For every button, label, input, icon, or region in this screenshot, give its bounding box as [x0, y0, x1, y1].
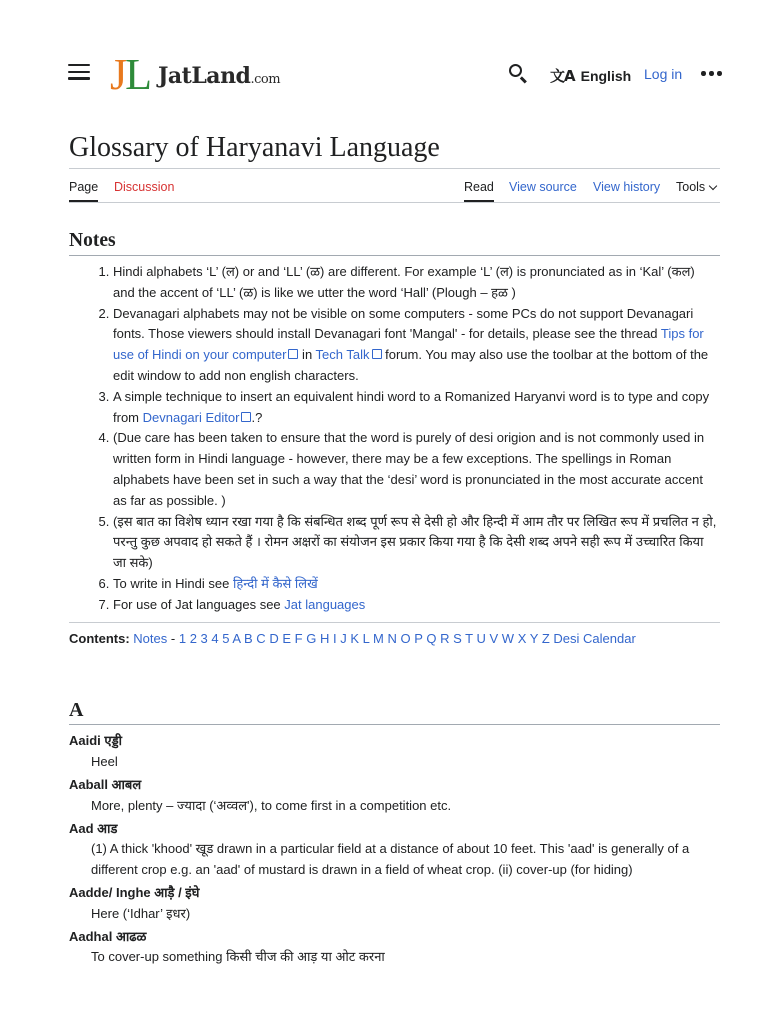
contents-link[interactable]: E [282, 630, 291, 646]
list-item: 7. For use of Jat languages see Jat languages [113, 595, 720, 616]
tips-hindi-link[interactable]: Tips for use of Hindi on your computer [113, 326, 704, 363]
language-selector[interactable] [550, 65, 631, 86]
language-label: English [580, 67, 632, 84]
hindi-writing-link[interactable]: हिन्दी में कैसे लिखें [232, 575, 318, 591]
notes-heading: Notes [69, 228, 720, 256]
contents-link[interactable]: V [489, 630, 499, 646]
list-item: 6. To write in Hindi see हिन्दी में कैसे लिखें [113, 574, 720, 595]
login-link[interactable]: Log in [644, 66, 683, 82]
glossary-term: Aaball आबल [69, 776, 142, 792]
tab-discussion[interactable]: Discussion [114, 180, 175, 194]
section-a-heading: A [69, 697, 720, 725]
tab-view-history[interactable]: View history [593, 180, 661, 194]
glossary-definition: (1) A thick 'khood' खूड drawn in a particular field at a distance of about 10 feet. This 'aad' is generally of a different crop e.g. an 'aad' of mustard is drawn in a field of wheat crop. (ii) cover-up (for hiding) [91, 841, 690, 878]
contents-link[interactable]: C [256, 630, 266, 646]
devnagari-editor-link[interactable]: Devnagari Editor [143, 410, 252, 425]
contents-link[interactable]: F [294, 630, 303, 646]
contents-link[interactable]: 3 [200, 630, 208, 646]
glossary-definition: Here (‘Idhar’ इधर) [91, 905, 191, 921]
list-item: 3. A simple technique to insert an equivalent hindi word to a Romanized Haryanvi word is to type and copy from Devnagari Editor .? [113, 387, 720, 429]
notes-list [69, 262, 720, 616]
contents-link[interactable]: P [414, 630, 423, 646]
contents-link[interactable]: T [465, 630, 473, 646]
glossary-list [69, 731, 720, 968]
search-icon[interactable] [508, 63, 530, 85]
chevron-down-icon [709, 182, 717, 190]
tab-read[interactable]: Read [464, 180, 494, 202]
main-menu-icon[interactable] [68, 64, 90, 82]
glossary-definition: Heel [91, 754, 118, 770]
contents-link[interactable]: B [244, 630, 253, 646]
tech-talk-link[interactable]: Tech Talk [316, 347, 382, 362]
contents-nav: Contents: Notes - 1 2 3 4 5 A B C D E F G H I J K L M N O P Q R S T U V W X Y Z Desi Calendar [69, 622, 720, 650]
contents-link[interactable]: S [453, 630, 462, 646]
tab-view-source[interactable]: View source [509, 180, 577, 194]
contents-link[interactable]: Q [426, 630, 437, 646]
jat-languages-link[interactable]: Jat languages [284, 596, 366, 612]
contents-link[interactable]: J [340, 630, 347, 646]
contents-link[interactable]: N [387, 630, 397, 646]
contents-link[interactable]: O [400, 630, 411, 646]
contents-link[interactable]: 1 [178, 630, 187, 646]
list-item: 2. Devanagari alphabets may not be visible on some computers - some PCs do not support Devanagari fonts. Those viewers should install Devanagari font 'Mangal' - for details, please see the thread Tips for use of Hindi on your computer in Tech Talk forum. You may also use the toolbar at the bottom of the edit window to add non english characters. [113, 304, 720, 387]
contents-link[interactable]: X [517, 630, 527, 646]
list-item: 4. (Due care has been taken to ensure that the word is purely of desi origion and is not commonly used in written form in Hindi language - however, there may be a few exceptions. The spellings in Roman alphabets have been set in such a way that the ‘desi’ word is pronunciated in the most accurate accent as far as possible. ) [113, 428, 720, 511]
list-item: 1. Hindi alphabets ‘L’ (ल) or and ‘LL’ (ळ) are different. For example ‘L’ (ल) is pronunciated as in ‘Kal’ (कल) and the accent of ‘LL’ (ळ) is like we utter the word ‘Hall’ (Plough – हळ ) [113, 262, 720, 304]
glossary-definition: More, plenty – ज्यादा (‘अव्वल'), to come first in a competition etc. [91, 797, 452, 813]
contents-link[interactable]: Z [541, 630, 550, 646]
contents-link[interactable]: 5 [222, 630, 230, 646]
contents-link[interactable]: Y [529, 630, 539, 646]
glossary-definition: To cover-up something किसी चीज की आड़ या ओट करना [91, 949, 385, 965]
title-divider [69, 168, 720, 169]
page-content [69, 228, 720, 968]
contents-link[interactable]: 4 [211, 630, 219, 646]
glossary-term: Aadde/ Inghe आड़ै / इंघे [69, 884, 200, 900]
contents-link[interactable]: W [501, 630, 515, 646]
contents-link[interactable]: K [350, 630, 360, 646]
logo-wordmark: JatLand.com [158, 63, 281, 89]
site-logo[interactable] [110, 50, 281, 99]
list-item: 5. (इस बात का विशेष ध्यान रखा गया है कि संबन्धित शब्द पूर्ण रूप से देसी हो और हिन्दी में आम तौर पर लिखित रूप में प्रचलित न हो, परन्तु कुछ अपवाद हो सकते हैं । रोमन अक्षरों का संयोजन इस प्रकार किया गया है कि देसी शब्द अपने सही रूप में उच्चारित किया जा सके) [113, 512, 720, 574]
contents-label: Contents: [69, 630, 130, 646]
contents-link[interactable]: H [319, 630, 330, 646]
contents-link[interactable]: L [362, 630, 370, 646]
glossary-term: Aaidi एड्डी [69, 733, 122, 749]
glossary-term: Aad आड [69, 820, 118, 836]
contents-link[interactable]: M [373, 630, 384, 646]
contents-link[interactable]: Desi Calendar [553, 630, 636, 646]
contents-link[interactable]: R [440, 630, 450, 646]
glossary-term: Aadhal आढळ [69, 928, 147, 944]
contents-link[interactable]: I [332, 630, 337, 646]
page-tabs [69, 178, 720, 204]
page-title: Glossary of Haryanavi Language [69, 132, 440, 163]
translate-icon: 文A [550, 67, 575, 85]
site-header [0, 48, 768, 100]
contents-link[interactable]: U [476, 630, 486, 646]
logo-monogram: JL [110, 50, 151, 99]
contents-link[interactable]: A [232, 630, 241, 646]
tabs-divider [69, 202, 720, 203]
contents-link[interactable]: D [269, 630, 279, 646]
tools-menu[interactable]: Tools [676, 180, 716, 194]
contents-link[interactable]: 2 [189, 630, 197, 646]
contents-link[interactable]: G [306, 630, 317, 646]
more-options-icon[interactable] [701, 71, 722, 76]
tab-page[interactable]: Page [69, 180, 98, 202]
contents-link-notes[interactable]: Notes [133, 630, 168, 646]
